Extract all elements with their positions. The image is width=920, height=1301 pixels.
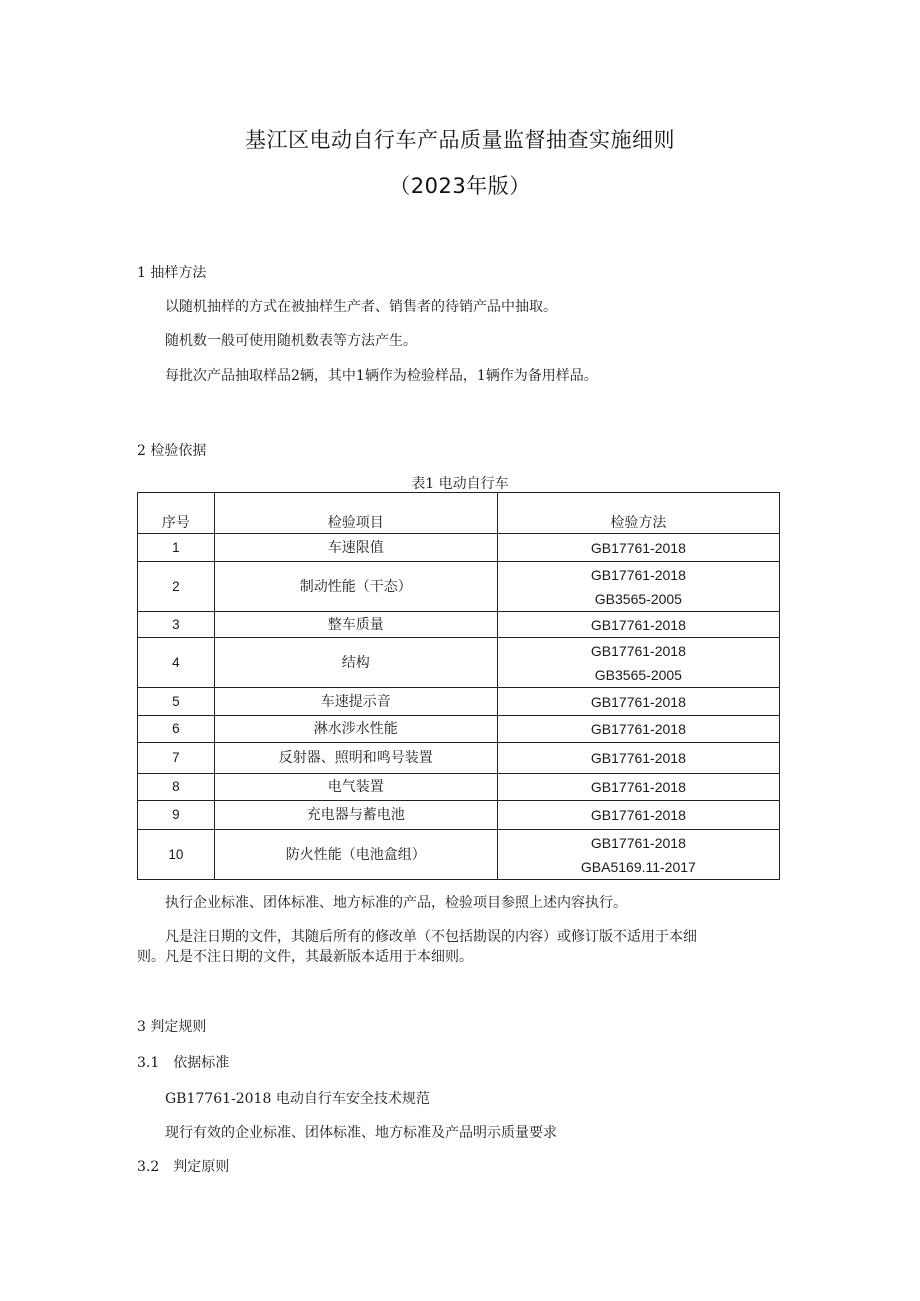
row-item: 充电器与蓄电池	[214, 801, 497, 830]
section-1-paragraph: 以随机抽样的方式在被抽样生产者、销售者的待销产品中抽取。	[165, 299, 557, 315]
method-line: GB3565-2005	[594, 666, 682, 683]
row-number: 5	[138, 688, 215, 716]
section-1-heading: 1 抽样方法	[137, 265, 207, 281]
table-row	[138, 638, 780, 688]
row-number: 10	[138, 830, 215, 880]
table-row	[138, 801, 780, 830]
row-number: 3	[138, 612, 215, 638]
row-number: 1	[138, 534, 215, 562]
row-number: 2	[138, 562, 215, 612]
inspection-table	[137, 492, 780, 880]
section-3-heading: 3 判定规则	[137, 1019, 207, 1035]
row-method: GB17761-2018	[497, 716, 779, 743]
table-row	[138, 830, 780, 880]
table-note: 执行企业标准、团体标准、地方标准的产品，检验项目参照上述内容执行。	[165, 895, 627, 911]
method-line: GB17761-2018	[590, 566, 686, 583]
table-row	[138, 743, 780, 774]
table-row	[138, 774, 780, 801]
standard-item: 现行有效的企业标准、团体标准、地方标准及产品明示质量要求	[165, 1125, 557, 1141]
header-cell-no: 序号	[138, 493, 215, 534]
row-method: GB17761-2018	[497, 743, 779, 774]
table-row	[138, 688, 780, 716]
method-line: GB17761-2018	[590, 642, 686, 659]
reference-note-line1: 凡是注日期的文件，其随后所有的修改单（不包括勘误的内容）或修订版不适用于本细	[165, 929, 697, 945]
table-row	[138, 716, 780, 743]
row-number: 9	[138, 801, 215, 830]
subsection-3-1-heading: 3.1 依据标准	[137, 1055, 230, 1071]
table-header-row	[138, 493, 780, 534]
row-number: 4	[138, 638, 215, 688]
row-method: GB17761-2018	[497, 612, 779, 638]
row-item: 结构	[214, 638, 497, 688]
row-item: 淋水涉水性能	[214, 716, 497, 743]
method-line: GBA5169.11-2017	[580, 858, 696, 875]
row-method: GB17761-2018	[497, 534, 779, 562]
row-method	[497, 638, 779, 688]
row-item: 车速提示音	[214, 688, 497, 716]
method-line: GB3565-2005	[594, 590, 682, 607]
header-cell-item: 检验项目	[214, 493, 497, 534]
row-method	[497, 830, 779, 880]
document-subtitle: （2023年版）	[389, 174, 531, 198]
section-2-heading: 2 检验依据	[137, 443, 207, 459]
table-row	[138, 534, 780, 562]
section-1-paragraph: 每批次产品抽取样品2辆，其中1辆作为检验样品，1辆作为备用样品。	[165, 368, 598, 384]
standard-item: GB17761-2018 电动自行车安全技术规范	[165, 1091, 430, 1107]
row-method: GB17761-2018	[497, 774, 779, 801]
document-title: 基江区电动自行车产品质量监督抽查实施细则	[245, 128, 675, 152]
row-number: 7	[138, 743, 215, 774]
row-number: 8	[138, 774, 215, 801]
row-item: 制动性能（干态）	[214, 562, 497, 612]
section-1-paragraph: 随机数一般可使用随机数表等方法产生。	[165, 333, 417, 349]
row-item: 防火性能（电池盒组）	[214, 830, 497, 880]
table-row	[138, 612, 780, 638]
table-row	[138, 562, 780, 612]
row-item: 反射器、照明和鸣号装置	[214, 743, 497, 774]
subsection-3-2-heading: 3.2 判定原则	[137, 1159, 230, 1175]
row-method	[497, 562, 779, 612]
header-cell-method: 检验方法	[497, 493, 779, 534]
row-item: 整车质量	[214, 612, 497, 638]
row-method: GB17761-2018	[497, 801, 779, 830]
method-line: GB17761-2018	[590, 834, 686, 851]
row-number: 6	[138, 716, 215, 743]
reference-note-line2: 则。凡是不注日期的文件，其最新版本适用于本细则。	[137, 949, 473, 965]
row-method: GB17761-2018	[497, 688, 779, 716]
row-item: 电气装置	[214, 774, 497, 801]
table-caption: 表1 电动自行车	[411, 476, 509, 492]
row-item: 车速限值	[214, 534, 497, 562]
